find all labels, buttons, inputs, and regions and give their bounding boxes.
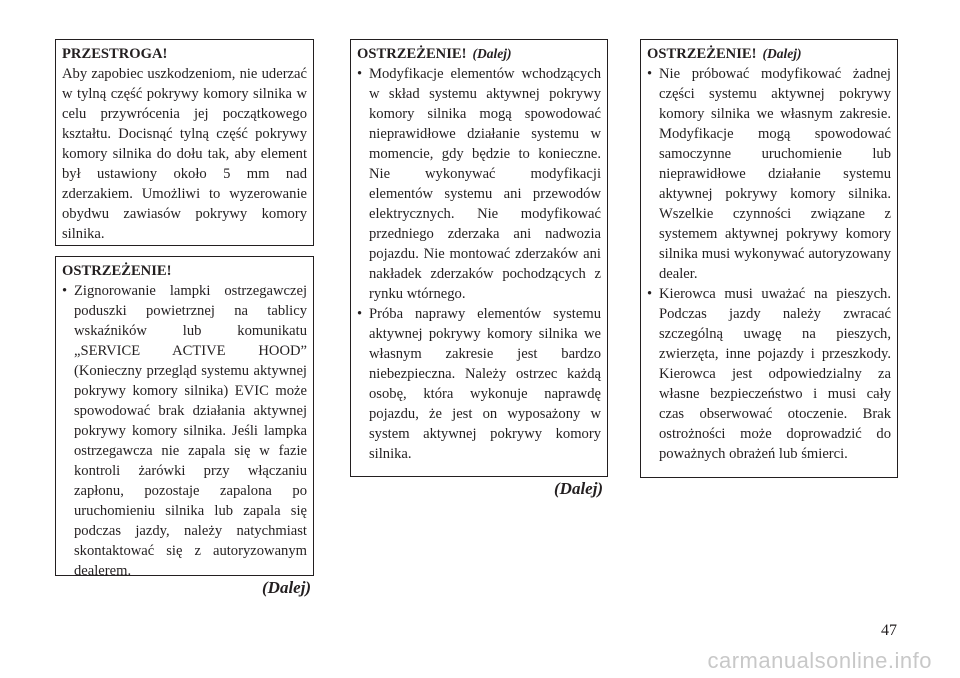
warning-heading [357,44,601,64]
caution-box [55,39,314,246]
watermark: carmanualsonline.info [707,648,932,673]
page-number: 47 [881,622,897,639]
warning-list [647,64,891,464]
heading-continued: (Dalej) [762,46,802,61]
warning-box-middle [350,39,608,477]
warning-heading: OSTRZEŻENIE! [62,263,172,279]
warning-list [357,64,601,464]
warning-heading-text: OSTRZEŻENIE! [647,46,757,62]
continued-label: (Dalej) [262,578,312,597]
warning-box-left [55,256,314,579]
heading-continued: (Dalej) [472,46,512,61]
warning-list [62,281,307,581]
warning-bullet: • Próba naprawy elementów systemu aktywnej pokrywy komory silnika we własnym zakresie jest bardzo niebezpieczna. Należy ostrzec każdą osobę, która wykonuje naprawdę pojazdu, że jest on wyposażony w system aktywnej pokrywy komory silnika. [357,304,601,464]
warning-bullet: • Kierowca musi uważać na pieszych. Podczas jazdy należy zwracać szczególną uwagę na pieszych, zwierzęta, inne pojazdy i przeszkody. Kierowca jest odpowiedzialny za własne bezpieczeństwo i musi cały czas obserwować otoczenie. Brak ostrożności może doprowadzić do poważnych obrażeń lub śmierci. [647,284,891,464]
warning-box-right [640,39,898,478]
caution-text: Aby zapobiec uszkodzeniom, nie uderzać w tylną część pokrywy komory silnika w celu przywrócenia jej początkowego kształtu. Docisnąć tylną część pokrywy komory silnika do dołu tak, aby element był ustawiony około 5 mm nad zderzakiem. Umożliwi to wyzerowanie obydwu zawiasów pokrywy komory silnika. [62,66,307,242]
warning-heading [647,44,891,64]
warning-bullet: • Nie próbować modyfikować żadnej części systemu aktywnej pokrywy komory silnika we własnym zakresie. Modyfikacje mogą spowodować samoczynne uruchomienie lub nieprawidłowe działanie systemu aktywnej pokrywy komory silnika. Wszelkie czynności związane z systemem aktywnej pokrywy komory silnika musi wykonywać autoryzowany dealer. [647,64,891,284]
caution-heading: PRZESTROGA! [62,46,168,62]
warning-bullet: • Modyfikacje elementów wchodzących w skład systemu aktywnej pokrywy komory silnika mogą spowodować nieprawidłowe działanie systemu w momencie, gdy będzie to konieczne. Nie wykonywać modyfikacji elementów systemu ani przewodów elektrycznych. Nie modyfikować przedniego zderzaka ani nadwozia pojazdu. Nie montować zderzaków ani nakładek zderzaków pochodzących z rynku wtórnego. [357,64,601,304]
continued-label: (Dalej) [554,479,604,498]
warning-bullet: • Zignorowanie lampki ostrzegawczej poduszki powietrznej na tablicy wskaźników lub komunikatu „SERVICE ACTIVE HOOD” (Konieczny przegląd systemu aktywnej pokrywy komory silnika) EVIC może spowodować brak działania aktywnej pokrywy komory silnika. Jeśli lampka ostrzegawcza nie zapala się w fazie kontroli żarówki przy włączaniu zapłonu, pozostaje zapalona po uruchomieniu silnika lub zapala się podczas jazdy, należy natychmiast skontaktować się z autoryzowanym dealerem. [62,281,307,581]
warning-heading-text: OSTRZEŻENIE! [357,46,467,62]
